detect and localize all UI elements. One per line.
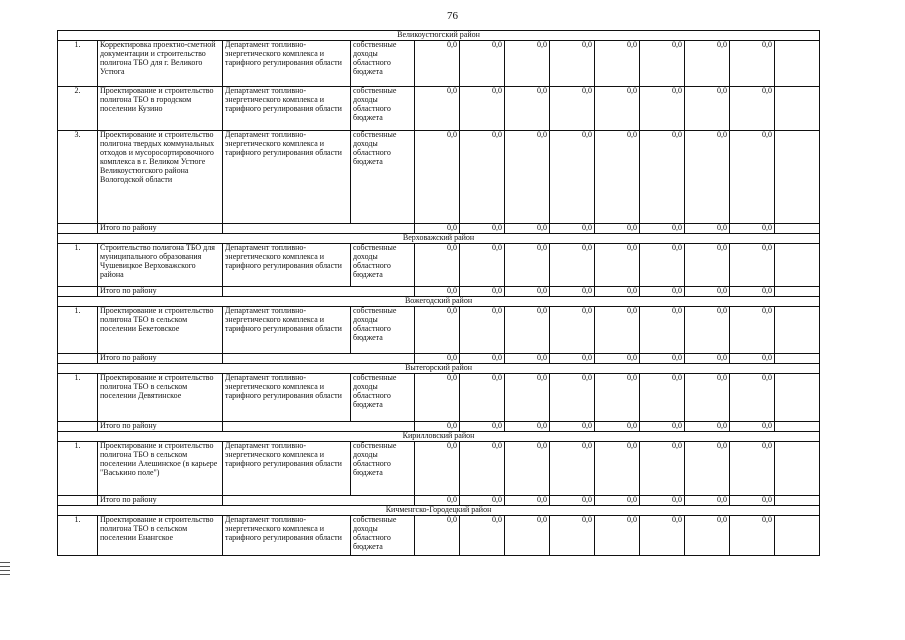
value-cell: 0,0 bbox=[415, 130, 460, 223]
value-cell: 0,0 bbox=[505, 306, 550, 353]
measure-name: Проектирование и строительство полигона твердых коммунальных отходов и мусоросортировочного комплекса в г. Великом Устюге Великоустюгского района Вологодской области bbox=[98, 130, 223, 223]
measure-name: Строительство полигона ТБО для муниципального образования Чушевицкое Верховажского района bbox=[98, 243, 223, 286]
value-cell: 0,0 bbox=[550, 86, 595, 130]
value-cell: 0,0 bbox=[595, 40, 640, 86]
district-total-row bbox=[58, 223, 820, 233]
value-cell: 0,0 bbox=[460, 86, 505, 130]
funding-source: собственные доходы областного бюджета bbox=[351, 40, 415, 86]
total-value: 0,0 bbox=[730, 286, 775, 296]
funding-source: собственные доходы областного бюджета bbox=[351, 515, 415, 555]
value-cell: 0,0 bbox=[550, 515, 595, 555]
total-blank-cell bbox=[223, 421, 415, 431]
value-cell: 0,0 bbox=[460, 306, 505, 353]
empty-cell bbox=[775, 243, 820, 286]
total-label: Итого по району bbox=[98, 495, 223, 505]
total-value: 0,0 bbox=[505, 421, 550, 431]
empty-cell bbox=[775, 421, 820, 431]
value-cell: 0,0 bbox=[640, 306, 685, 353]
value-cell: 0,0 bbox=[685, 515, 730, 555]
value-cell: 0,0 bbox=[595, 243, 640, 286]
value-cell: 0,0 bbox=[505, 130, 550, 223]
total-value: 0,0 bbox=[415, 286, 460, 296]
value-cell: 0,0 bbox=[640, 441, 685, 495]
total-value: 0,0 bbox=[505, 286, 550, 296]
district-header-row bbox=[58, 296, 820, 306]
empty-cell bbox=[775, 40, 820, 86]
total-value: 0,0 bbox=[550, 421, 595, 431]
empty-cell bbox=[775, 286, 820, 296]
value-cell: 0,0 bbox=[415, 373, 460, 421]
total-value: 0,0 bbox=[460, 353, 505, 363]
row-number: 3. bbox=[58, 130, 98, 223]
measure-name: Проектирование и строительство полигона ТБО в сельском поселении Алешинское (в карьере "Васькино поле") bbox=[98, 441, 223, 495]
district-header-row bbox=[58, 233, 820, 243]
value-cell: 0,0 bbox=[550, 373, 595, 421]
value-cell: 0,0 bbox=[550, 306, 595, 353]
district-name: Кирилловский район bbox=[58, 431, 820, 441]
value-cell: 0,0 bbox=[505, 373, 550, 421]
table-row bbox=[58, 130, 820, 223]
value-cell: 0,0 bbox=[415, 441, 460, 495]
total-label: Итого по району bbox=[98, 286, 223, 296]
district-header-row bbox=[58, 505, 820, 515]
measure-name: Проектирование и строительство полигона ТБО в городском поселении Кузино bbox=[98, 86, 223, 130]
district-name: Великоустюгский район bbox=[58, 31, 820, 41]
value-cell: 0,0 bbox=[640, 86, 685, 130]
empty-cell bbox=[775, 306, 820, 353]
funding-source: собственные доходы областного бюджета bbox=[351, 86, 415, 130]
value-cell: 0,0 bbox=[460, 40, 505, 86]
value-cell: 0,0 bbox=[640, 130, 685, 223]
value-cell: 0,0 bbox=[460, 130, 505, 223]
value-cell: 0,0 bbox=[685, 86, 730, 130]
margin-mark bbox=[0, 570, 10, 571]
value-cell: 0,0 bbox=[730, 515, 775, 555]
value-cell: 0,0 bbox=[460, 515, 505, 555]
empty-cell bbox=[775, 441, 820, 495]
value-cell: 0,0 bbox=[595, 515, 640, 555]
district-total-row bbox=[58, 353, 820, 363]
value-cell: 0,0 bbox=[550, 441, 595, 495]
district-name: Вытегорский район bbox=[58, 363, 820, 373]
total-value: 0,0 bbox=[595, 495, 640, 505]
district-header-row bbox=[58, 431, 820, 441]
value-cell: 0,0 bbox=[685, 373, 730, 421]
total-value: 0,0 bbox=[685, 353, 730, 363]
value-cell: 0,0 bbox=[505, 86, 550, 130]
total-value: 0,0 bbox=[460, 223, 505, 233]
empty-cell bbox=[775, 353, 820, 363]
total-value: 0,0 bbox=[730, 223, 775, 233]
table-row bbox=[58, 441, 820, 495]
value-cell: 0,0 bbox=[550, 130, 595, 223]
value-cell: 0,0 bbox=[595, 306, 640, 353]
district-total-row bbox=[58, 286, 820, 296]
total-value: 0,0 bbox=[415, 495, 460, 505]
empty-cell bbox=[775, 495, 820, 505]
total-value: 0,0 bbox=[550, 286, 595, 296]
value-cell: 0,0 bbox=[595, 373, 640, 421]
table-row bbox=[58, 373, 820, 421]
total-blank-cell bbox=[223, 353, 415, 363]
total-value: 0,0 bbox=[415, 223, 460, 233]
responsible-agency: Департамент топливно-энергетического комплекса и тарифного регулирования области bbox=[223, 306, 351, 353]
total-value: 0,0 bbox=[415, 353, 460, 363]
margin-mark bbox=[0, 566, 10, 567]
district-total-row bbox=[58, 495, 820, 505]
value-cell: 0,0 bbox=[415, 515, 460, 555]
value-cell: 0,0 bbox=[595, 86, 640, 130]
value-cell: 0,0 bbox=[595, 130, 640, 223]
total-label: Итого по району bbox=[98, 223, 223, 233]
value-cell: 0,0 bbox=[685, 306, 730, 353]
measure-name: Корректировка проектно-сметной документации и строительство полигона ТБО для г. Великого Устюга bbox=[98, 40, 223, 86]
value-cell: 0,0 bbox=[730, 40, 775, 86]
value-cell: 0,0 bbox=[550, 243, 595, 286]
total-value: 0,0 bbox=[730, 495, 775, 505]
table-row bbox=[58, 86, 820, 130]
value-cell: 0,0 bbox=[460, 441, 505, 495]
total-value: 0,0 bbox=[640, 223, 685, 233]
district-name: Верховажский район bbox=[58, 233, 820, 243]
empty-cell bbox=[775, 373, 820, 421]
row-number: 1. bbox=[58, 373, 98, 421]
value-cell: 0,0 bbox=[685, 40, 730, 86]
funding-source: собственные доходы областного бюджета bbox=[351, 306, 415, 353]
value-cell: 0,0 bbox=[415, 86, 460, 130]
responsible-agency: Департамент топливно-энергетического комплекса и тарифного регулирования области bbox=[223, 243, 351, 286]
table-row bbox=[58, 515, 820, 555]
total-number-cell bbox=[58, 223, 98, 233]
total-number-cell bbox=[58, 353, 98, 363]
value-cell: 0,0 bbox=[505, 515, 550, 555]
value-cell: 0,0 bbox=[730, 243, 775, 286]
total-value: 0,0 bbox=[730, 353, 775, 363]
total-value: 0,0 bbox=[595, 353, 640, 363]
value-cell: 0,0 bbox=[595, 441, 640, 495]
responsible-agency: Департамент топливно-энергетического комплекса и тарифного регулирования области bbox=[223, 40, 351, 86]
total-blank-cell bbox=[223, 286, 415, 296]
total-value: 0,0 bbox=[505, 495, 550, 505]
table-row bbox=[58, 243, 820, 286]
value-cell: 0,0 bbox=[415, 243, 460, 286]
total-value: 0,0 bbox=[550, 223, 595, 233]
responsible-agency: Департамент топливно-энергетического комплекса и тарифного регулирования области bbox=[223, 515, 351, 555]
responsible-agency: Департамент топливно-энергетического комплекса и тарифного регулирования области bbox=[223, 373, 351, 421]
value-cell: 0,0 bbox=[730, 306, 775, 353]
program-table bbox=[57, 30, 820, 556]
total-value: 0,0 bbox=[685, 421, 730, 431]
empty-cell bbox=[775, 515, 820, 555]
value-cell: 0,0 bbox=[730, 373, 775, 421]
measure-name: Проектирование и строительство полигона ТБО в сельском поселении Енангское bbox=[98, 515, 223, 555]
empty-cell bbox=[775, 86, 820, 130]
total-value: 0,0 bbox=[505, 223, 550, 233]
table-body bbox=[58, 31, 820, 556]
row-number: 1. bbox=[58, 40, 98, 86]
row-number: 1. bbox=[58, 243, 98, 286]
funding-source: собственные доходы областного бюджета bbox=[351, 130, 415, 223]
total-value: 0,0 bbox=[640, 495, 685, 505]
district-header-row bbox=[58, 31, 820, 41]
total-value: 0,0 bbox=[640, 286, 685, 296]
district-total-row bbox=[58, 421, 820, 431]
total-value: 0,0 bbox=[550, 495, 595, 505]
total-label: Итого по району bbox=[98, 353, 223, 363]
value-cell: 0,0 bbox=[460, 243, 505, 286]
value-cell: 0,0 bbox=[460, 373, 505, 421]
table-row bbox=[58, 40, 820, 86]
measure-name: Проектирование и строительство полигона ТБО в сельском поселении Девятинское bbox=[98, 373, 223, 421]
total-number-cell bbox=[58, 495, 98, 505]
responsible-agency: Департамент топливно-энергетического комплекса и тарифного регулирования области bbox=[223, 130, 351, 223]
row-number: 1. bbox=[58, 441, 98, 495]
value-cell: 0,0 bbox=[685, 130, 730, 223]
value-cell: 0,0 bbox=[505, 40, 550, 86]
total-value: 0,0 bbox=[640, 353, 685, 363]
total-label: Итого по району bbox=[98, 421, 223, 431]
total-value: 0,0 bbox=[640, 421, 685, 431]
value-cell: 0,0 bbox=[505, 441, 550, 495]
row-number: 1. bbox=[58, 515, 98, 555]
value-cell: 0,0 bbox=[640, 40, 685, 86]
district-name: Вожегодский район bbox=[58, 296, 820, 306]
empty-cell bbox=[775, 223, 820, 233]
total-value: 0,0 bbox=[460, 421, 505, 431]
value-cell: 0,0 bbox=[505, 243, 550, 286]
total-value: 0,0 bbox=[685, 223, 730, 233]
row-number: 1. bbox=[58, 306, 98, 353]
responsible-agency: Департамент топливно-энергетического комплекса и тарифного регулирования области bbox=[223, 86, 351, 130]
table-row bbox=[58, 306, 820, 353]
measure-name: Проектирование и строительство полигона ТБО в сельском поселении Бекетовское bbox=[98, 306, 223, 353]
total-value: 0,0 bbox=[505, 353, 550, 363]
total-value: 0,0 bbox=[595, 286, 640, 296]
funding-source: собственные доходы областного бюджета bbox=[351, 243, 415, 286]
funding-source: собственные доходы областного бюджета bbox=[351, 441, 415, 495]
value-cell: 0,0 bbox=[640, 515, 685, 555]
total-value: 0,0 bbox=[550, 353, 595, 363]
value-cell: 0,0 bbox=[640, 373, 685, 421]
total-blank-cell bbox=[223, 495, 415, 505]
page-number: 76 bbox=[447, 10, 458, 22]
funding-source: собственные доходы областного бюджета bbox=[351, 373, 415, 421]
total-value: 0,0 bbox=[685, 286, 730, 296]
total-value: 0,0 bbox=[595, 421, 640, 431]
margin-mark bbox=[0, 562, 10, 563]
district-name: Кичменгско-Городецкий район bbox=[58, 505, 820, 515]
value-cell: 0,0 bbox=[550, 40, 595, 86]
value-cell: 0,0 bbox=[685, 441, 730, 495]
total-value: 0,0 bbox=[685, 495, 730, 505]
total-value: 0,0 bbox=[460, 495, 505, 505]
total-number-cell bbox=[58, 286, 98, 296]
responsible-agency: Департамент топливно-энергетического комплекса и тарифного регулирования области bbox=[223, 441, 351, 495]
margin-mark bbox=[0, 574, 10, 575]
row-number: 2. bbox=[58, 86, 98, 130]
total-number-cell bbox=[58, 421, 98, 431]
total-value: 0,0 bbox=[595, 223, 640, 233]
total-value: 0,0 bbox=[730, 421, 775, 431]
value-cell: 0,0 bbox=[685, 243, 730, 286]
district-header-row bbox=[58, 363, 820, 373]
value-cell: 0,0 bbox=[415, 306, 460, 353]
total-blank-cell bbox=[223, 223, 415, 233]
empty-cell bbox=[775, 130, 820, 223]
value-cell: 0,0 bbox=[730, 130, 775, 223]
total-value: 0,0 bbox=[415, 421, 460, 431]
value-cell: 0,0 bbox=[730, 86, 775, 130]
value-cell: 0,0 bbox=[640, 243, 685, 286]
total-value: 0,0 bbox=[460, 286, 505, 296]
value-cell: 0,0 bbox=[415, 40, 460, 86]
value-cell: 0,0 bbox=[730, 441, 775, 495]
